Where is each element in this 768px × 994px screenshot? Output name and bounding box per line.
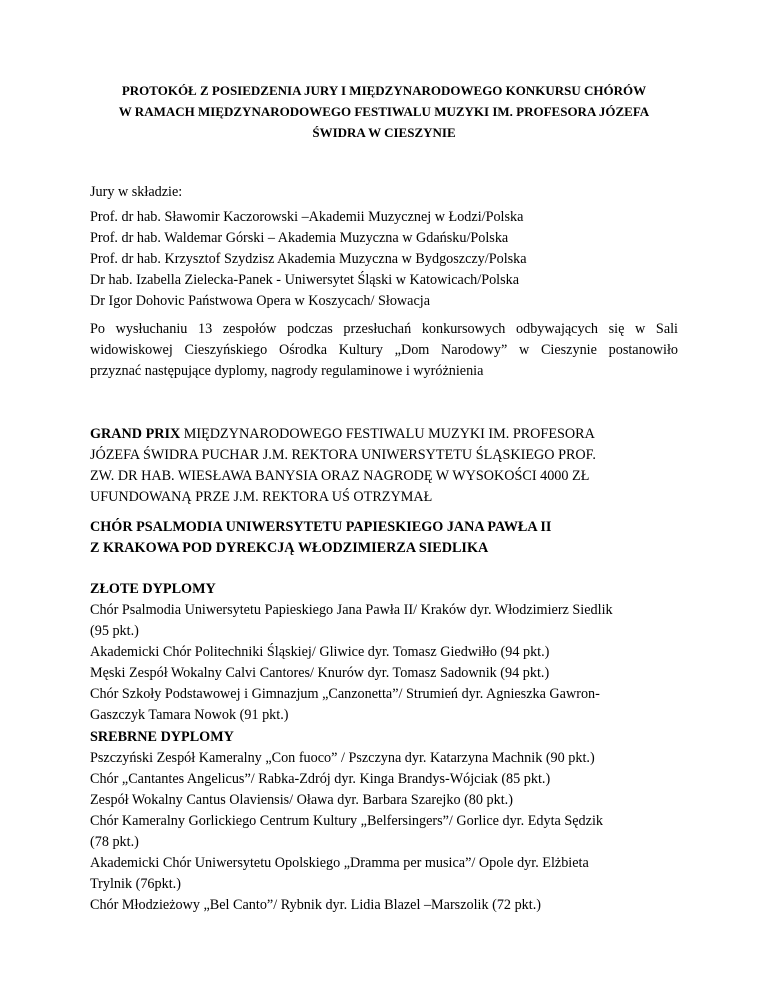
gold-diplomas-section xyxy=(90,579,678,726)
winner-line: CHÓR PSALMODIA UNIWERSYTETU PAPIESKIEGO JANA PAWŁA II xyxy=(90,519,552,535)
intro-line: Po wysłuchaniu 13 zespołów podczas przesłuchań konkursowych odbywających się w Sali xyxy=(90,321,678,337)
silver-entry: Trylnik (76pkt.) xyxy=(90,876,181,892)
title-line: PROTOKÓŁ Z POSIEDZENIA JURY I MIĘDZYNARODOWEGO KONKURSU CHÓRÓW xyxy=(121,83,647,98)
silver-entry: Pszczyński Zespół Kameralny „Con fuoco” / Pszczyna dyr. Katarzyna Machnik (90 pkt.) xyxy=(90,750,595,766)
jury-member: Prof. dr hab. Sławomir Kaczorowski –Akademii Muzycznej w Łodzi/Polska xyxy=(90,209,524,225)
grand-prix-label: GRAND PRIX xyxy=(90,426,181,442)
grand-prix-section xyxy=(90,424,678,508)
grand-prix-line: ZW. DR HAB. WIESŁAWA BANYSIA ORAZ NAGRODĘ W WYSOKOŚCI 4000 ZŁ xyxy=(90,468,590,484)
silver-entry: Chór Młodzieżowy „Bel Canto”/ Rybnik dyr. Lidia Blazel –Marszolik (72 pkt.) xyxy=(90,897,541,913)
gold-heading: ZŁOTE DYPLOMY xyxy=(90,581,216,597)
gold-entry: Męski Zespół Wokalny Calvi Cantores/ Knurów dyr. Tomasz Sadownik (94 pkt.) xyxy=(90,665,550,681)
silver-entry: Akademicki Chór Uniwersytetu Opolskiego „Dramma per musica”/ Opole dyr. Elżbieta xyxy=(90,855,589,871)
gold-entry: (95 pkt.) xyxy=(90,623,139,639)
gold-entry: Akademicki Chór Politechniki Śląskiej/ Gliwice dyr. Tomasz Giedwiłło (94 pkt.) xyxy=(90,644,550,660)
grand-prix-winner xyxy=(90,517,678,559)
grand-prix-line: JÓZEFA ŚWIDRA PUCHAR J.M. REKTORA UNIWERSYTETU ŚLĄSKIEGO PROF. xyxy=(90,447,596,463)
intro-paragraph xyxy=(90,319,678,382)
jury-member: Prof. dr hab. Waldemar Górski – Akademia Muzyczna w Gdańsku/Polska xyxy=(90,230,509,246)
jury-heading: Jury w składzie: xyxy=(90,184,183,200)
jury-member: Dr hab. Izabella Zielecka-Panek - Uniwersytet Śląski w Katowicach/Polska xyxy=(90,272,520,288)
grand-prix-text: MIĘDZYNARODOWEGO FESTIWALU MUZYKI IM. PROFESORA xyxy=(180,426,595,442)
grand-prix-line: UFUNDOWANĄ PRZE J.M. REKTORA UŚ OTRZYMAŁ xyxy=(90,489,433,505)
silver-diplomas-section xyxy=(90,727,678,916)
gold-entry: Chór Psalmodia Uniwersytetu Papieskiego Jana Pawła II/ Kraków dyr. Włodzimierz Siedlik xyxy=(90,602,613,618)
gold-entry: Gaszczyk Tamara Nowok (91 pkt.) xyxy=(90,707,289,723)
title-line: W RAMACH MIĘDZYNARODOWEGO FESTIWALU MUZYKI IM. PROFESORA JÓZEFA xyxy=(118,104,650,119)
intro-line: przyznać następujące dyplomy, nagrody regulaminowe i wyróżnienia xyxy=(90,363,484,379)
silver-entry: Zespół Wokalny Cantus Olaviensis/ Oława dyr. Barbara Szarejko (80 pkt.) xyxy=(90,792,513,808)
intro-line: widowiskowej Cieszyńskiego Ośrodka Kultury „Dom Narodowy” w Cieszynie postanowiło xyxy=(90,342,678,358)
gold-entry: Chór Szkoły Podstawowej i Gimnazjum „Canzonetta”/ Strumień dyr. Agnieszka Gawron- xyxy=(90,686,600,702)
silver-entry: (78 pkt.) xyxy=(90,834,139,850)
winner-line: Z KRAKOWA POD DYREKCJĄ WŁODZIMIERZA SIEDLIKA xyxy=(90,540,489,556)
grand-prix-line xyxy=(90,424,678,445)
jury-member: Dr Igor Dohovic Państwowa Opera w Koszycach/ Słowacja xyxy=(90,293,431,309)
silver-entry: Chór Kameralny Gorlickiego Centrum Kultury „Belfersingers”/ Gorlice dyr. Edyta Sędzik xyxy=(90,813,603,829)
title-line: ŚWIDRA W CIESZYNIE xyxy=(312,125,456,140)
silver-entry: Chór „Cantantes Angelicus”/ Rabka-Zdrój dyr. Kinga Brandys-Wójciak (85 pkt.) xyxy=(90,771,551,787)
silver-heading: SREBRNE DYPLOMY xyxy=(90,729,234,745)
document-title xyxy=(96,80,672,143)
jury-section xyxy=(90,182,678,312)
jury-member: Prof. dr hab. Krzysztof Szydzisz Akademia Muzyczna w Bydgoszczy/Polska xyxy=(90,251,527,267)
